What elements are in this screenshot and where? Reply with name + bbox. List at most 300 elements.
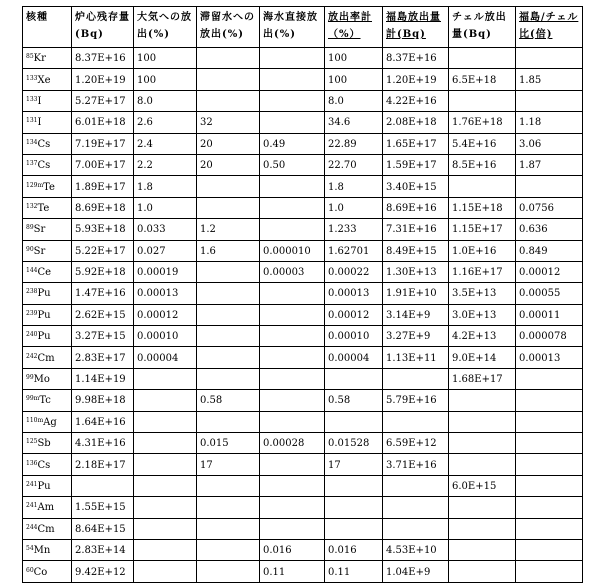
value-cell: 7.19E+17 (72, 133, 134, 154)
value-cell: 0.58 (197, 390, 260, 411)
value-cell (134, 518, 197, 539)
table-row (23, 283, 583, 304)
column-header-label: 放出率計（%） (328, 12, 372, 40)
value-cell (449, 90, 516, 111)
value-cell: 0.000010 (260, 240, 325, 261)
element-symbol: Kr (33, 53, 46, 65)
value-cell (449, 497, 516, 518)
value-cell (325, 368, 383, 389)
value-cell (260, 69, 325, 90)
nuclide-cell (23, 518, 72, 539)
element-symbol: Pu (37, 331, 51, 343)
table-row (23, 176, 583, 197)
nuclide-cell (23, 261, 72, 282)
value-cell: 4.22E+16 (383, 90, 449, 111)
element-symbol: I (37, 117, 42, 129)
nuclide-cell (23, 497, 72, 518)
nuclide-cell (23, 326, 72, 347)
value-cell: 0.00012 (516, 261, 583, 282)
mass-number: 241 (26, 481, 38, 488)
table-row (23, 112, 583, 133)
mass-number: 99 (26, 374, 34, 382)
mass-number: 238 (26, 288, 38, 296)
value-cell: 4.53E+10 (383, 539, 449, 560)
value-cell (72, 475, 134, 496)
value-cell: 0.00022 (325, 261, 383, 282)
column-header (260, 7, 325, 48)
element-symbol: Am (37, 502, 55, 514)
element-symbol: Pu (37, 288, 51, 300)
value-cell (260, 475, 325, 496)
value-cell: 6.0E+15 (449, 475, 516, 496)
value-cell: 2.4 (134, 133, 197, 154)
value-cell: 6.01E+18 (72, 112, 134, 133)
nuclide-cell (23, 454, 72, 475)
mass-number: 129m (26, 181, 44, 189)
value-cell (516, 497, 583, 518)
value-cell: 0.015 (197, 433, 260, 454)
mass-number: 240 (26, 331, 38, 339)
value-cell (383, 368, 449, 389)
value-cell (449, 176, 516, 197)
nuclide-cell (23, 304, 72, 325)
value-cell: 0.0756 (516, 197, 583, 218)
value-cell: 0.00010 (134, 326, 197, 347)
value-cell: 9.0E+14 (449, 347, 516, 368)
value-cell: 2.83E+17 (72, 347, 134, 368)
mass-number: 136 (26, 459, 38, 467)
element-symbol: Sr (33, 245, 46, 257)
mass-number: 134 (26, 138, 38, 146)
value-cell: 0.849 (516, 240, 583, 261)
nuclide-cell (23, 112, 72, 133)
value-cell (383, 518, 449, 539)
value-cell: 0.00003 (260, 261, 325, 282)
value-cell (449, 411, 516, 432)
value-cell: 1.04E+9 (383, 561, 449, 582)
value-cell: 0.00019 (134, 261, 197, 282)
mass-number: 99m (26, 395, 40, 403)
value-cell (260, 518, 325, 539)
value-cell: 0.00010 (325, 326, 383, 347)
element-symbol: Xe (37, 74, 51, 86)
value-cell (260, 390, 325, 411)
value-cell: 100 (134, 48, 197, 69)
value-cell (516, 539, 583, 560)
element-symbol: Cs (37, 138, 51, 150)
table-row (23, 433, 583, 454)
element-symbol: Tc (39, 395, 51, 407)
value-cell: 3.40E+15 (383, 176, 449, 197)
value-cell: 1.15E+17 (449, 219, 516, 240)
value-cell: 8.0 (134, 90, 197, 111)
value-cell: 20 (197, 154, 260, 175)
value-cell (449, 390, 516, 411)
value-cell (516, 48, 583, 69)
table-row (23, 326, 583, 347)
value-cell (449, 48, 516, 69)
value-cell: 0.00004 (325, 347, 383, 368)
value-cell: 2.83E+14 (72, 539, 134, 560)
value-cell: 9.42E+12 (72, 561, 134, 582)
column-header (516, 7, 583, 48)
value-cell: 100 (134, 69, 197, 90)
value-cell: 3.5E+13 (449, 283, 516, 304)
column-header (72, 7, 134, 48)
element-symbol: Pu (37, 309, 51, 321)
value-cell: 0.000078 (516, 326, 583, 347)
value-cell (197, 69, 260, 90)
table-body (23, 48, 583, 583)
nuclide-cell (23, 433, 72, 454)
value-cell (383, 497, 449, 518)
value-cell: 0.00013 (325, 283, 383, 304)
nuclide-cell (23, 197, 72, 218)
mass-number: 137 (26, 160, 38, 168)
value-cell: 8.49E+15 (383, 240, 449, 261)
value-cell (516, 176, 583, 197)
value-cell: 1.89E+17 (72, 176, 134, 197)
mass-number: 90 (26, 245, 34, 253)
value-cell: 0.00055 (516, 283, 583, 304)
nuclide-cell (23, 48, 72, 69)
column-header-label: 滞留水への放出(%) (200, 12, 255, 40)
table-row (23, 240, 583, 261)
element-symbol: Cm (37, 352, 55, 364)
value-cell: 8.69E+16 (383, 197, 449, 218)
value-cell: 1.65E+17 (383, 133, 449, 154)
nuclide-cell (23, 154, 72, 175)
mass-number: 133 (26, 74, 38, 82)
column-header (449, 7, 516, 48)
table-row (23, 90, 583, 111)
element-symbol: Mn (33, 545, 51, 557)
value-cell: 20 (197, 133, 260, 154)
value-cell: 0.00012 (134, 304, 197, 325)
value-cell (197, 261, 260, 282)
nuclide-cell (23, 240, 72, 261)
value-cell (383, 411, 449, 432)
value-cell (516, 411, 583, 432)
value-cell (197, 176, 260, 197)
value-cell: 7.31E+16 (383, 219, 449, 240)
value-cell: 8.64E+15 (72, 518, 134, 539)
mass-number: 241 (26, 502, 38, 510)
table-row (23, 347, 583, 368)
value-cell: 5.4E+16 (449, 133, 516, 154)
value-cell (197, 283, 260, 304)
value-cell (260, 197, 325, 218)
table-row (23, 197, 583, 218)
value-cell: 2.6 (134, 112, 197, 133)
value-cell (325, 518, 383, 539)
value-cell: 3.27E+15 (72, 326, 134, 347)
value-cell (197, 90, 260, 111)
table-row (23, 539, 583, 560)
value-cell: 4.2E+13 (449, 326, 516, 347)
value-cell: 7.00E+17 (72, 154, 134, 175)
table-row (23, 411, 583, 432)
table-row (23, 561, 583, 582)
element-symbol: Cm (37, 523, 55, 535)
value-cell (260, 347, 325, 368)
value-cell: 100 (325, 48, 383, 69)
element-symbol: Co (33, 566, 48, 578)
table-row (23, 497, 583, 518)
value-cell (449, 561, 516, 582)
value-cell (197, 411, 260, 432)
value-cell: 1.30E+13 (383, 261, 449, 282)
value-cell: 0.11 (260, 561, 325, 582)
value-cell: 17 (197, 454, 260, 475)
value-cell: 1.55E+15 (72, 497, 134, 518)
value-cell (516, 561, 583, 582)
table-row (23, 48, 583, 69)
value-cell (260, 411, 325, 432)
value-cell (197, 497, 260, 518)
element-symbol: Sb (37, 438, 51, 450)
value-cell: 1.2 (197, 219, 260, 240)
value-cell: 1.85 (516, 69, 583, 90)
nuclide-cell (23, 475, 72, 496)
header-row (23, 7, 583, 48)
value-cell: 0.00012 (325, 304, 383, 325)
value-cell: 5.79E+16 (383, 390, 449, 411)
value-cell: 1.87 (516, 154, 583, 175)
value-cell (449, 454, 516, 475)
element-symbol: Cs (37, 459, 51, 471)
column-header (197, 7, 260, 48)
nuclide-release-table (22, 6, 583, 583)
column-header-label: 炉心残存量(Bq) (75, 12, 130, 40)
mass-number: 89 (26, 224, 34, 232)
value-cell (134, 390, 197, 411)
value-cell (516, 475, 583, 496)
value-cell (449, 539, 516, 560)
element-symbol: Ce (37, 267, 52, 279)
value-cell: 0.50 (260, 154, 325, 175)
mass-number: 244 (26, 523, 38, 531)
mass-number: 110m (26, 416, 44, 424)
column-header-label: チェル放出量(Bq) (452, 12, 507, 40)
value-cell (516, 390, 583, 411)
mass-number: 131 (26, 117, 38, 125)
nuclide-cell (23, 539, 72, 560)
value-cell: 0.00013 (516, 347, 583, 368)
value-cell: 0.027 (134, 240, 197, 261)
mass-number: 133 (26, 95, 38, 103)
value-cell: 1.16E+17 (449, 261, 516, 282)
table-row (23, 390, 583, 411)
value-cell: 5.22E+17 (72, 240, 134, 261)
value-cell: 1.15E+18 (449, 197, 516, 218)
value-cell: 0.11 (325, 561, 383, 582)
value-cell: 3.71E+16 (383, 454, 449, 475)
value-cell: 1.8 (134, 176, 197, 197)
value-cell (197, 48, 260, 69)
value-cell (134, 454, 197, 475)
nuclide-cell (23, 176, 72, 197)
value-cell: 1.0 (325, 197, 383, 218)
value-cell: 3.06 (516, 133, 583, 154)
value-cell (516, 368, 583, 389)
nuclide-cell (23, 347, 72, 368)
value-cell (516, 454, 583, 475)
element-symbol: Pu (37, 481, 51, 492)
value-cell (260, 176, 325, 197)
value-cell: 0.016 (325, 539, 383, 560)
value-cell: 0.01528 (325, 433, 383, 454)
element-symbol: Cs (37, 160, 51, 172)
value-cell: 2.2 (134, 154, 197, 175)
value-cell (325, 497, 383, 518)
column-header (134, 7, 197, 48)
value-cell: 5.92E+18 (72, 261, 134, 282)
value-cell: 100 (325, 69, 383, 90)
value-cell: 22.70 (325, 154, 383, 175)
value-cell: 2.08E+18 (383, 112, 449, 133)
element-symbol: Te (37, 202, 50, 214)
nuclide-cell (23, 283, 72, 304)
value-cell: 0.00013 (134, 283, 197, 304)
value-cell (260, 112, 325, 133)
value-cell: 1.8 (325, 176, 383, 197)
nuclide-release-table-container (22, 6, 583, 583)
column-header-label: 核種 (26, 12, 48, 23)
value-cell: 1.20E+19 (72, 69, 134, 90)
value-cell: 8.5E+16 (449, 154, 516, 175)
table-row (23, 304, 583, 325)
value-cell: 2.18E+17 (72, 454, 134, 475)
value-cell (197, 475, 260, 496)
value-cell: 32 (197, 112, 260, 133)
table-row (23, 133, 583, 154)
value-cell (260, 304, 325, 325)
value-cell (197, 561, 260, 582)
value-cell (260, 326, 325, 347)
value-cell: 5.27E+17 (72, 90, 134, 111)
value-cell: 1.20E+19 (383, 69, 449, 90)
value-cell: 8.69E+18 (72, 197, 134, 218)
value-cell: 8.37E+16 (72, 48, 134, 69)
column-header-label: 大気への放出(%) (137, 12, 192, 40)
value-cell (134, 539, 197, 560)
element-symbol: Te (43, 181, 55, 193)
table-row (23, 261, 583, 282)
column-header-label: 福島/チェル比(倍) (519, 12, 579, 40)
table-row (23, 475, 583, 496)
column-header-label: 海水直接放出(%) (263, 12, 318, 40)
value-cell (260, 497, 325, 518)
table-row (23, 454, 583, 475)
mass-number: 125 (26, 438, 38, 446)
value-cell: 4.31E+16 (72, 433, 134, 454)
column-header-label: 福島放出量計(Bq) (386, 12, 441, 40)
value-cell: 3.27E+9 (383, 326, 449, 347)
value-cell: 1.62701 (325, 240, 383, 261)
value-cell (325, 411, 383, 432)
table-row (23, 154, 583, 175)
value-cell (516, 518, 583, 539)
value-cell (134, 497, 197, 518)
element-symbol: I (37, 95, 42, 107)
nuclide-cell (23, 390, 72, 411)
value-cell: 1.91E+10 (383, 283, 449, 304)
mass-number: 242 (26, 352, 38, 360)
mass-number: 54 (26, 545, 34, 553)
value-cell: 1.59E+17 (383, 154, 449, 175)
column-header (23, 7, 72, 48)
value-cell: 1.76E+18 (449, 112, 516, 133)
value-cell (260, 219, 325, 240)
value-cell (325, 475, 383, 496)
value-cell: 6.5E+18 (449, 69, 516, 90)
value-cell (449, 518, 516, 539)
value-cell (516, 433, 583, 454)
value-cell (197, 326, 260, 347)
value-cell (197, 518, 260, 539)
value-cell: 1.64E+16 (72, 411, 134, 432)
value-cell: 0.636 (516, 219, 583, 240)
mass-number: 60 (26, 566, 34, 574)
value-cell (197, 368, 260, 389)
value-cell (260, 48, 325, 69)
mass-number: 132 (26, 202, 38, 210)
element-symbol: Mo (33, 374, 50, 386)
value-cell (134, 368, 197, 389)
value-cell (449, 433, 516, 454)
table-row (23, 368, 583, 389)
value-cell (260, 368, 325, 389)
table-row (23, 219, 583, 240)
value-cell: 8.37E+16 (383, 48, 449, 69)
value-cell: 1.68E+17 (449, 368, 516, 389)
value-cell: 9.98E+18 (72, 390, 134, 411)
value-cell: 1.13E+11 (383, 347, 449, 368)
column-header (325, 7, 383, 48)
element-symbol: Sr (33, 224, 46, 236)
value-cell (260, 90, 325, 111)
value-cell: 3.0E+13 (449, 304, 516, 325)
value-cell: 0.016 (260, 539, 325, 560)
column-header (383, 7, 449, 48)
value-cell: 1.18 (516, 112, 583, 133)
nuclide-cell (23, 219, 72, 240)
table-row (23, 69, 583, 90)
value-cell: 1.233 (325, 219, 383, 240)
value-cell: 1.47E+16 (72, 283, 134, 304)
nuclide-cell (23, 133, 72, 154)
value-cell: 1.14E+19 (72, 368, 134, 389)
mass-number: 239 (26, 309, 38, 317)
value-cell (197, 539, 260, 560)
value-cell (134, 411, 197, 432)
value-cell (197, 197, 260, 218)
value-cell: 8.0 (325, 90, 383, 111)
value-cell: 0.00004 (134, 347, 197, 368)
value-cell: 0.033 (134, 219, 197, 240)
nuclide-cell (23, 69, 72, 90)
value-cell: 1.0 (134, 197, 197, 218)
value-cell (516, 90, 583, 111)
value-cell (134, 475, 197, 496)
value-cell (260, 454, 325, 475)
nuclide-cell (23, 90, 72, 111)
value-cell (197, 347, 260, 368)
value-cell (197, 304, 260, 325)
value-cell: 1.6 (197, 240, 260, 261)
value-cell: 34.6 (325, 112, 383, 133)
